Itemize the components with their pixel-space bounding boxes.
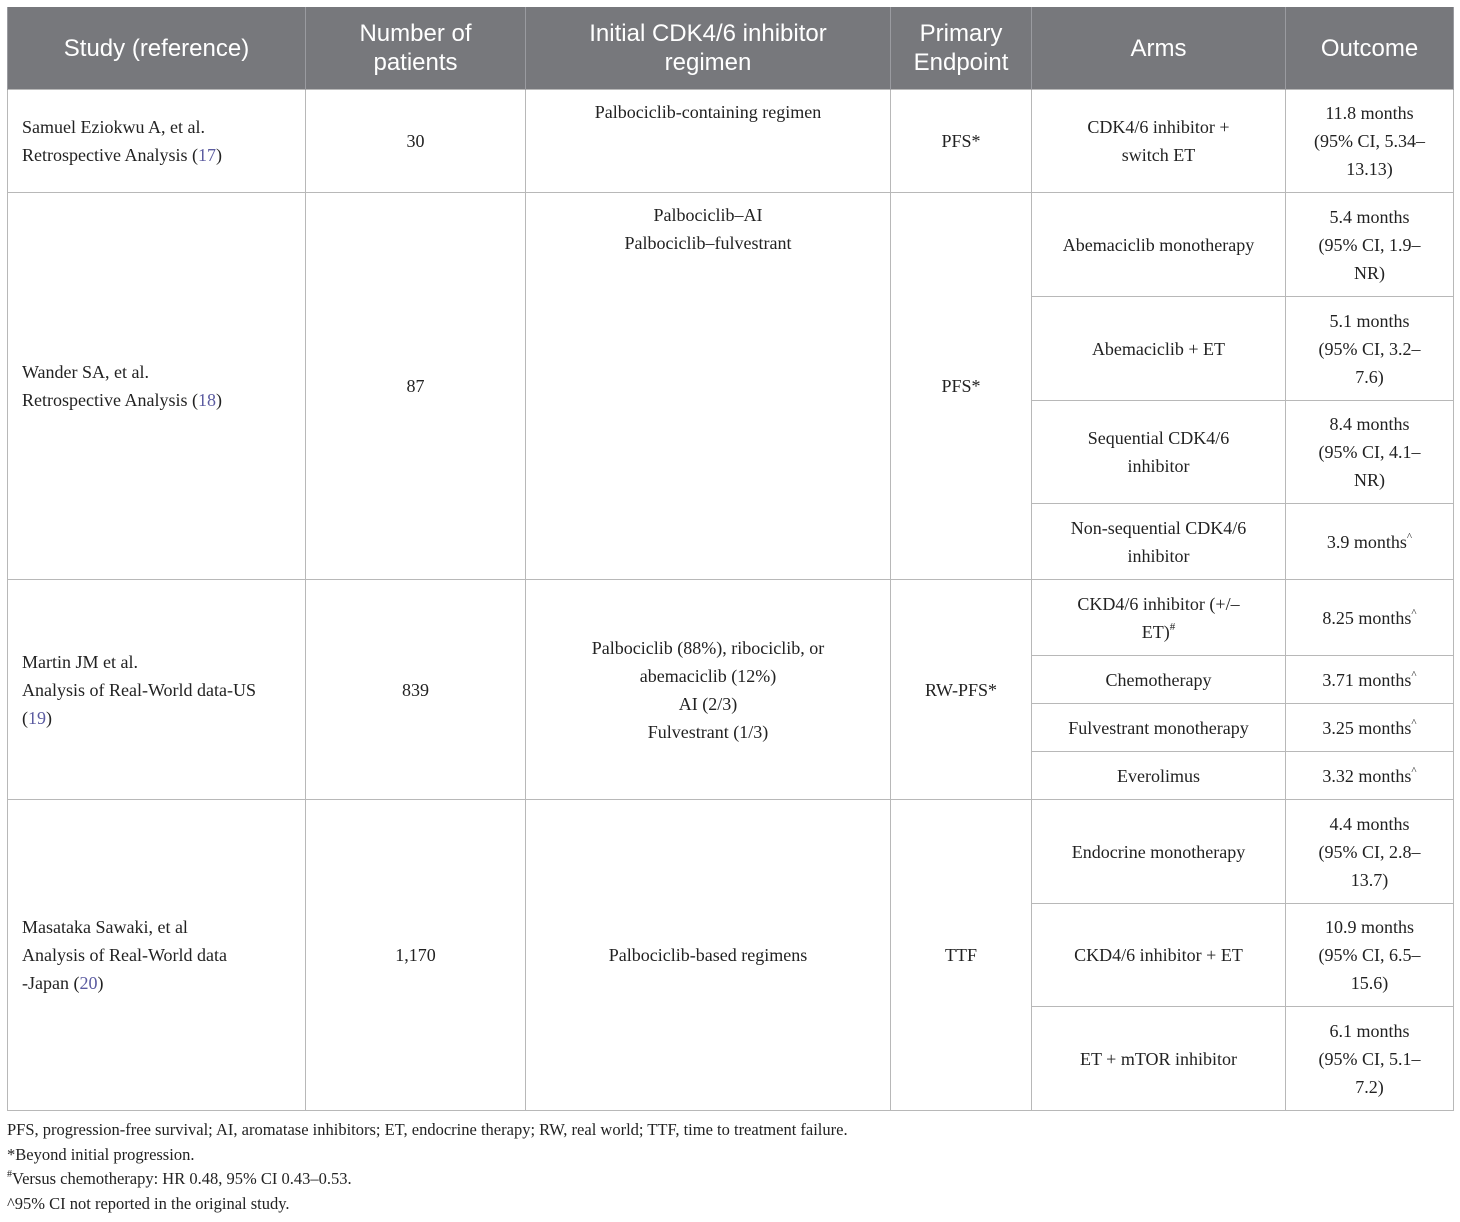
- outcome-line: 4.4 months: [1329, 813, 1410, 834]
- outcome-cell: [1286, 297, 1454, 401]
- table-row: [8, 193, 1454, 297]
- reference-link: 18: [197, 390, 216, 410]
- table-row: [8, 800, 1454, 904]
- footnote: [7, 1118, 1447, 1143]
- arm-line: inhibitor: [1127, 545, 1190, 566]
- outcome-line: 3.71 months^: [1322, 668, 1417, 690]
- outcome-cell: [1286, 904, 1454, 1007]
- footnote-text: PFS, progression-free survival; AI, aromatase inhibitors; ET, endocrine therapy; RW, real world; TTF, time to treatment failure.: [7, 1120, 848, 1139]
- patients-cell: 87: [306, 193, 526, 580]
- outcome-line: 3.9 months^: [1326, 530, 1413, 552]
- study-line: Retrospective Analysis (18): [22, 390, 222, 410]
- column-header: [1286, 7, 1454, 90]
- outcome-line: 3.32 months^: [1322, 764, 1417, 786]
- arm-cell: [1032, 504, 1286, 580]
- outcome-footnote-mark: ^: [1406, 530, 1413, 543]
- arm-cell: [1032, 752, 1286, 800]
- table-header: [8, 7, 1454, 90]
- outcome-line: 10.9 months: [1324, 917, 1414, 937]
- regimen-line: Palbociclib-containing regimen: [594, 102, 822, 122]
- header-row: [8, 7, 1454, 90]
- study-line: Analysis of Real-World data: [22, 945, 227, 965]
- table-row: [8, 580, 1454, 656]
- outcome-line: (95% CI, 1.9–: [1318, 234, 1421, 255]
- outcome-line: NR): [1354, 262, 1385, 283]
- patients-cell: 839: [306, 580, 526, 800]
- arm-footnote-mark: #: [1169, 620, 1176, 633]
- arm-line: Chemotherapy: [1105, 669, 1212, 690]
- regimen-line: Palbociclib-based regimens: [608, 945, 808, 965]
- footnote: [7, 1143, 1447, 1168]
- arm-line: Everolimus: [1117, 765, 1200, 786]
- study-line: Masataka Sawaki, et al: [22, 917, 188, 937]
- endpoint-cell: PFS*: [891, 90, 1032, 193]
- outcome-cell: [1286, 401, 1454, 504]
- arm-line: Abemaciclib + ET: [1091, 338, 1226, 359]
- outcome-line: 15.6): [1350, 973, 1389, 993]
- arm-line: Abemaciclib monotherapy: [1062, 234, 1255, 255]
- table-body: [8, 90, 1454, 1111]
- study-cell: [8, 580, 306, 800]
- outcome-footnote-mark: ^: [1411, 764, 1417, 777]
- footnote-text: Versus chemotherapy: HR 0.48, 95% CI 0.43–0.53.: [12, 1169, 352, 1188]
- outcome-line: (95% CI, 4.1–: [1318, 442, 1421, 462]
- endpoint-cell: RW-PFS*: [891, 580, 1032, 800]
- outcome-line: (95% CI, 5.34–: [1314, 131, 1425, 151]
- regimen-line: Fulvestrant (1/3): [647, 721, 769, 742]
- outcome-cell: [1286, 193, 1454, 297]
- column-header-line: Arms: [1130, 34, 1187, 62]
- outcome-line: (95% CI, 6.5–: [1318, 945, 1421, 965]
- outcome-line: 5.1 months: [1329, 310, 1410, 331]
- study-line: Retrospective Analysis (17): [22, 145, 222, 165]
- column-header: [526, 7, 891, 90]
- study-line: Analysis of Real-World data-US: [22, 679, 256, 700]
- outcome-cell: [1286, 656, 1454, 704]
- column-header-line: Number of: [359, 20, 472, 47]
- arm-cell: [1032, 297, 1286, 401]
- footnote: [7, 1192, 1447, 1217]
- arm-line: CDK4/6 inhibitor +: [1087, 117, 1230, 137]
- arm-cell: [1032, 580, 1286, 656]
- column-header-line: Outcome: [1320, 34, 1419, 62]
- arm-cell: [1032, 193, 1286, 297]
- outcome-line: (95% CI, 3.2–: [1318, 338, 1421, 359]
- study-cell: [8, 193, 306, 580]
- reference-link: 17: [197, 145, 216, 165]
- endpoint-cell: TTF: [891, 800, 1032, 1111]
- outcome-footnote-mark: ^: [1411, 606, 1417, 619]
- study-cell: [8, 90, 306, 193]
- outcome-footnote-mark: ^: [1411, 716, 1417, 729]
- arm-line: Sequential CDK4/6: [1087, 428, 1230, 448]
- arm-cell: [1032, 704, 1286, 752]
- table-row: [8, 90, 1454, 193]
- column-header-line: Primary: [919, 20, 1003, 47]
- column-header-line: patients: [373, 49, 458, 76]
- arm-line: CKD4/6 inhibitor + ET: [1074, 945, 1243, 965]
- outcome-line: 11.8 months: [1325, 103, 1414, 123]
- outcome-line: 7.6): [1355, 366, 1384, 387]
- arm-cell: [1032, 800, 1286, 904]
- endpoint-cell: PFS*: [891, 193, 1032, 580]
- study-table: [7, 7, 1454, 1111]
- arm-line: Fulvestrant monotherapy: [1068, 717, 1249, 738]
- outcome-line: 8.25 months^: [1322, 606, 1417, 628]
- column-header-line: Endpoint: [913, 49, 1009, 76]
- arm-line: ET + mTOR inhibitor: [1080, 1048, 1237, 1069]
- study-line: -Japan (20): [22, 973, 104, 993]
- arm-line: CKD4/6 inhibitor (+/–: [1077, 593, 1240, 614]
- outcome-line: 6.1 months: [1329, 1020, 1410, 1041]
- regimen-line: Palbociclib (88%), ribociclib, or: [591, 637, 825, 658]
- arm-line: Endocrine monotherapy: [1071, 841, 1246, 862]
- outcome-cell: [1286, 90, 1454, 193]
- outcome-line: 13.7): [1350, 869, 1389, 890]
- outcome-cell: [1286, 1007, 1454, 1111]
- outcome-cell: [1286, 580, 1454, 656]
- outcome-cell: [1286, 704, 1454, 752]
- patients-cell: 1,170: [306, 800, 526, 1111]
- study-line: (19): [22, 707, 52, 728]
- column-header: [8, 7, 306, 90]
- regimen-cell: [526, 800, 891, 1111]
- column-header-line: Initial CDK4/6 inhibitor: [589, 20, 827, 47]
- arm-cell: [1032, 1007, 1286, 1111]
- footnotes: [7, 1118, 1447, 1216]
- outcome-line: (95% CI, 5.1–: [1318, 1048, 1421, 1069]
- column-header-line: Study (reference): [63, 34, 250, 62]
- regimen-line: abemaciclib (12%): [639, 665, 777, 686]
- study-line: Wander SA, et al.: [22, 362, 150, 382]
- arm-line: ET)#: [1141, 620, 1176, 642]
- reference-link: 20: [79, 973, 98, 993]
- arm-cell: [1032, 656, 1286, 704]
- arm-cell: [1032, 904, 1286, 1007]
- outcome-line: 5.4 months: [1329, 206, 1410, 227]
- reference-link: 19: [28, 707, 46, 728]
- patients-cell: 30: [306, 90, 526, 193]
- arm-cell: [1032, 90, 1286, 193]
- outcome-cell: [1286, 752, 1454, 800]
- regimen-cell: [526, 90, 891, 193]
- outcome-line: 7.2): [1355, 1076, 1384, 1097]
- outcome-footnote-mark: ^: [1411, 668, 1417, 681]
- outcome-line: 8.4 months: [1329, 414, 1410, 434]
- outcome-line: 13.13): [1346, 159, 1393, 179]
- regimen-cell: [526, 580, 891, 800]
- regimen-line: Palbociclib–fulvestrant: [624, 233, 792, 253]
- column-header: [306, 7, 526, 90]
- study-line: Martin JM et al.: [22, 651, 138, 672]
- footnote-text: ^95% CI not reported in the original study.: [7, 1193, 290, 1213]
- footnote: [7, 1167, 1447, 1192]
- regimen-cell: [526, 193, 891, 580]
- arm-line: inhibitor: [1127, 456, 1190, 476]
- study-cell: [8, 800, 306, 1111]
- column-header: [1032, 7, 1286, 90]
- footnote-mark: #: [7, 1169, 12, 1180]
- column-header: [891, 7, 1032, 90]
- column-header-line: regimen: [664, 49, 752, 76]
- arm-cell: [1032, 401, 1286, 504]
- outcome-line: (95% CI, 2.8–: [1318, 841, 1421, 862]
- outcome-cell: [1286, 800, 1454, 904]
- footnote-text: *Beyond initial progression.: [7, 1144, 195, 1164]
- arm-line: Non-sequential CDK4/6: [1070, 517, 1247, 538]
- outcome-cell: [1286, 504, 1454, 580]
- regimen-line: Palbociclib–AI: [653, 205, 763, 225]
- outcome-line: 3.25 months^: [1322, 716, 1417, 738]
- regimen-line: AI (2/3): [678, 693, 738, 714]
- study-line: Samuel Eziokwu A, et al.: [22, 117, 205, 137]
- outcome-line: NR): [1354, 470, 1385, 490]
- arm-line: switch ET: [1121, 145, 1196, 165]
